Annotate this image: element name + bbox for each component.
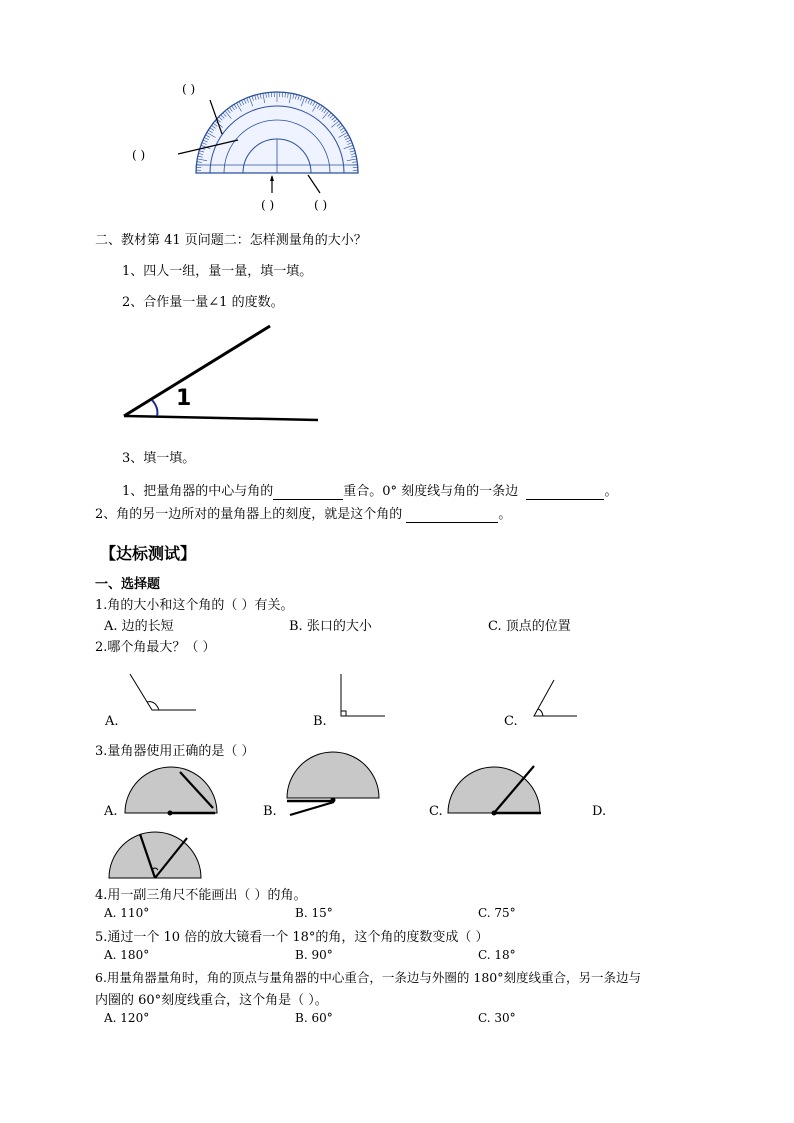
q3-option-c[interactable]: C.: [429, 804, 443, 819]
q2-option-b[interactable]: B.: [313, 714, 327, 729]
protractor-diagram: [0, 0, 794, 220]
section2-item1: 1、四人一组，量一量，填一填。: [122, 264, 313, 279]
blank-top[interactable]: ( ): [182, 82, 196, 96]
fill1-blank-2[interactable]: [526, 484, 604, 500]
q3-option-b[interactable]: B.: [263, 804, 277, 819]
q3-text: 3.量角器使用正确的是（ ）: [95, 744, 255, 759]
q5-text: 5.通过一个 10 倍的放大镜看一个 18°的角，这个角的度数变成（ ）: [95, 930, 489, 945]
fill1-text-a: 1、把量角器的中心与角的: [122, 484, 274, 499]
q1-option-a[interactable]: A. 边的长短: [104, 619, 174, 634]
q5-option-b[interactable]: B. 90°: [295, 948, 333, 962]
test-title: 【达标测试】: [100, 544, 197, 563]
fill-line-1: [122, 480, 617, 500]
q6-text-line2: 内圈的 60°刻度线重合，这个角是（ ）。: [95, 993, 328, 1008]
section2-heading: 二、教材第 41 页问题二：怎样测量角的大小？: [95, 233, 367, 248]
fill1-end: 。: [604, 484, 618, 499]
blank-bottom-center[interactable]: ( ): [261, 198, 275, 212]
q5-option-a[interactable]: A. 180°: [104, 948, 150, 962]
blank-left[interactable]: ( ): [132, 148, 146, 162]
q2-text: 2.哪个角最大？（ ）: [95, 640, 216, 655]
q1-text: 1.角的大小和这个角的（ ）有关。: [95, 598, 294, 613]
q1-option-c[interactable]: C. 顶点的位置: [488, 619, 571, 634]
q3-option-d[interactable]: D.: [592, 804, 607, 819]
q2-option-a[interactable]: A.: [105, 714, 119, 729]
q6-option-c[interactable]: C. 30°: [478, 1011, 516, 1025]
q4-option-a[interactable]: A. 110°: [104, 906, 150, 920]
blank-bottom-right[interactable]: ( ): [314, 198, 328, 212]
fill2-end: 。: [498, 507, 512, 522]
fill1-blank-1[interactable]: [273, 484, 343, 500]
section2-item2: 2、合作量一量∠1 的度数。: [122, 295, 284, 310]
q4-text: 4.用一副三角尺不能画出（ ）的角。: [95, 888, 307, 903]
q5-option-c[interactable]: C. 18°: [478, 948, 516, 962]
section2-item3: 3、填一填。: [122, 451, 196, 466]
fill-line-2: [95, 503, 511, 523]
q2-option-c[interactable]: C.: [504, 714, 518, 729]
q6-option-a[interactable]: A. 120°: [104, 1011, 150, 1025]
q2-angle-figures: [0, 668, 794, 728]
q6-text-line1: 6.用量角器量角时，角的顶点与量角器的中心重合，一条边与外圈的 180°刻度线重合，另一条边与: [95, 970, 642, 985]
q4-option-c[interactable]: C. 75°: [478, 906, 516, 920]
fill2-blank[interactable]: [406, 507, 498, 523]
fill2-text-a: 2、角的另一边所对的量角器上的刻度，就是这个角的: [95, 507, 403, 522]
test-section-title: 一、选择题: [95, 577, 161, 592]
angle-label: 1: [176, 386, 192, 411]
q3-option-a[interactable]: A.: [104, 804, 118, 819]
q4-option-b[interactable]: B. 15°: [295, 906, 333, 920]
q6-option-b[interactable]: B. 60°: [295, 1011, 333, 1025]
angle-1-diagram: [110, 318, 370, 438]
q3-protractor-figures: [0, 760, 794, 900]
fill1-text-b: 重合。0° 刻度线与角的一条边: [343, 484, 519, 499]
q1-option-b[interactable]: B. 张口的大小: [289, 619, 372, 634]
